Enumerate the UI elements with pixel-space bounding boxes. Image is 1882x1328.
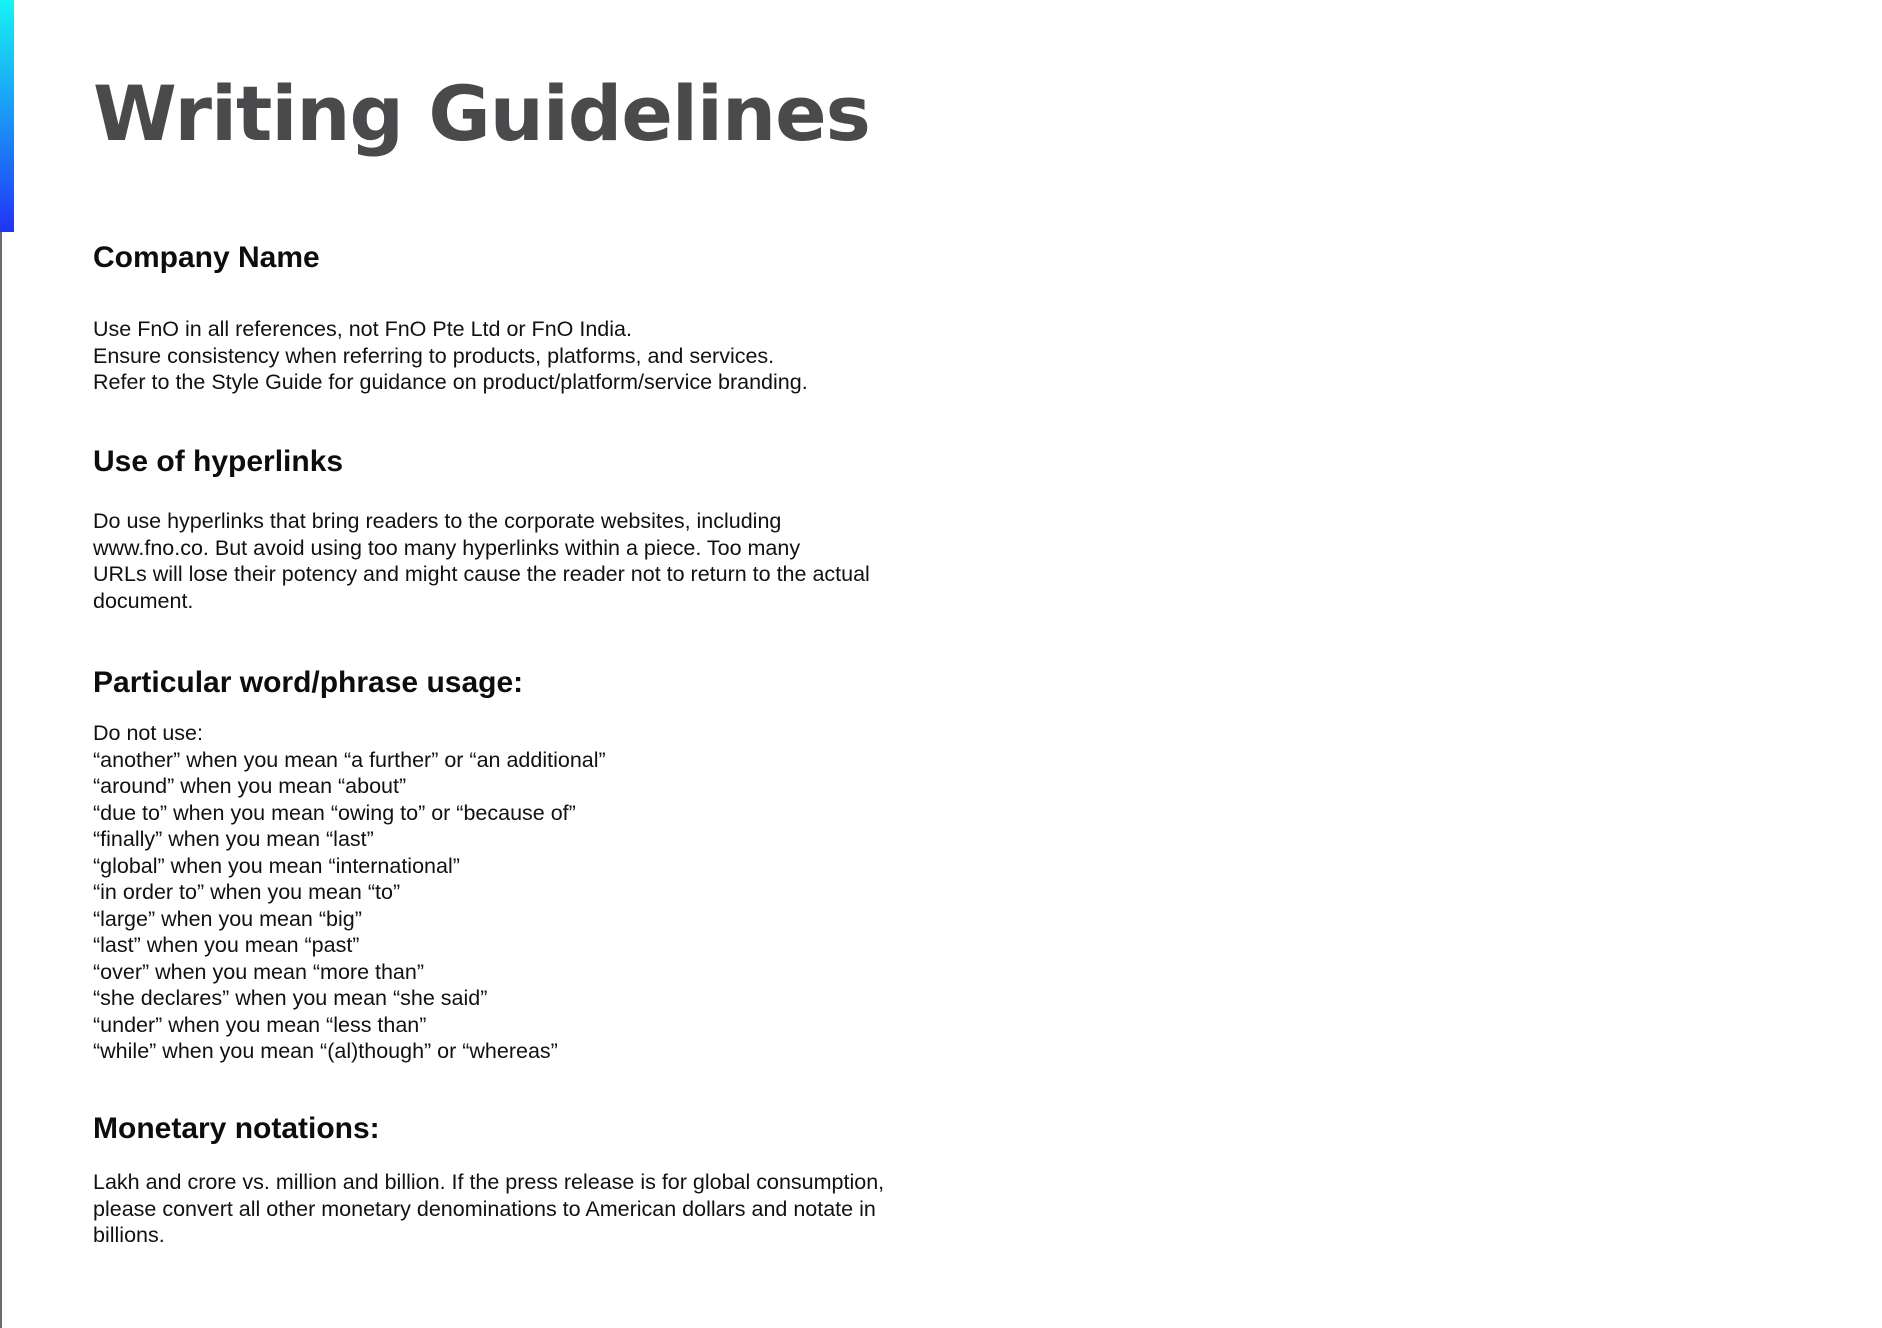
section-heading-company-name: Company Name	[93, 241, 320, 274]
word-usage-item: “last” when you mean “past”	[93, 933, 360, 957]
body-line: please convert all other monetary denominations to American dollars and notate in	[93, 1196, 876, 1221]
section-heading-monetary: Monetary notations:	[93, 1112, 380, 1145]
body-line: www.fno.co. But avoid using too many hyperlinks within a piece. Too many	[93, 535, 801, 560]
word-usage-item: “she declares” when you mean “she said”	[93, 986, 488, 1010]
word-usage-item: “global” when you mean “international”	[93, 853, 460, 878]
body-line: URLs will lose their potency and might cause the reader not to return to the actual	[93, 562, 870, 586]
word-usage-item: “due to” when you mean “owing to” or “because of”	[93, 800, 576, 825]
body-line: billions.	[93, 1223, 165, 1247]
word-usage-item: “in order to” when you mean “to”	[93, 880, 401, 904]
word-usage-item: “another” when you mean “a further” or “an additional”	[93, 747, 606, 772]
body-line: Lakh and crore vs. million and billion. If the press release is for global consumption,	[93, 1170, 885, 1194]
body-line: Ensure consistency when referring to products, platforms, and services.	[93, 343, 775, 368]
accent-gradient-bar	[0, 0, 14, 232]
word-usage-item: “large” when you mean “big”	[93, 906, 362, 931]
word-usage-item: “over” when you mean “more than”	[93, 959, 425, 984]
section-body-company-name	[93, 316, 808, 396]
word-usage-item: “under” when you mean “less than”	[93, 1012, 427, 1037]
body-line: Refer to the Style Guide for guidance on product/platform/service branding.	[93, 370, 808, 394]
section-body-hyperlinks	[93, 508, 870, 614]
word-usage-item: “while” when you mean “(al)though” or “whereas”	[93, 1039, 558, 1063]
section-body-word-usage	[93, 720, 606, 1065]
body-line: Do use hyperlinks that bring readers to the corporate websites, including	[93, 509, 782, 533]
section-heading-hyperlinks: Use of hyperlinks	[93, 445, 344, 478]
body-line: Use FnO in all references, not FnO Pte Ltd or FnO India.	[93, 317, 632, 341]
word-usage-intro: Do not use:	[93, 721, 203, 745]
section-body-monetary	[93, 1169, 884, 1249]
word-usage-item: “around” when you mean “about”	[93, 774, 407, 798]
section-heading-word-usage: Particular word/phrase usage:	[93, 666, 524, 699]
word-usage-item: “finally” when you mean “last”	[93, 827, 374, 851]
body-line: document.	[93, 588, 194, 613]
document-title: Writing Guidelines	[93, 69, 870, 158]
